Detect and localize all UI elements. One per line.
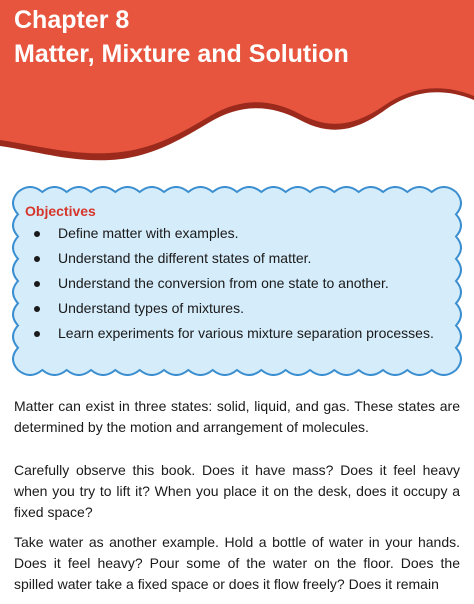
objective-text: Learn experiments for various mixture separation processes. bbox=[58, 325, 434, 341]
chapter-banner bbox=[0, 0, 474, 172]
objective-text: Understand the conversion from one state to another. bbox=[58, 275, 389, 291]
objectives-heading: Objectives bbox=[25, 203, 96, 219]
chapter-title: Matter, Mixture and Solution bbox=[14, 40, 349, 68]
paragraph-observe-book: Carefully observe this book. Does it have mass? Does it feel heavy when you try to lift it? When you place it on the desk, does it occupy a fixed space? bbox=[14, 462, 460, 520]
objectives-list bbox=[32, 224, 438, 349]
objectives-box bbox=[12, 186, 462, 376]
objective-text: Understand types of mixtures. bbox=[58, 300, 244, 316]
chapter-number: Chapter 8 bbox=[14, 6, 130, 34]
objective-item bbox=[32, 299, 438, 318]
objective-text: Understand the different states of matter. bbox=[58, 250, 312, 266]
objective-item bbox=[32, 274, 438, 293]
bullet-icon bbox=[34, 306, 40, 312]
bullet-icon bbox=[34, 281, 40, 287]
objective-item bbox=[32, 324, 438, 343]
objective-text: Define matter with examples. bbox=[58, 225, 239, 241]
bullet-icon bbox=[34, 256, 40, 262]
bullet-icon bbox=[34, 331, 40, 337]
paragraph-states-of-matter: Matter can exist in three states: solid, liquid, and gas. These states are determined by the motion and arrangement of molecules. bbox=[14, 398, 460, 435]
objective-item bbox=[32, 249, 438, 268]
objective-item bbox=[32, 224, 438, 243]
paragraph-water-example: Take water as another example. Hold a bottle of water in your hands. Does it feel heavy? Pour some of the water on the floor. Does the spilled water take a fixed space or does it flow freely? Does it remain bbox=[14, 534, 460, 592]
bullet-icon bbox=[34, 231, 40, 237]
